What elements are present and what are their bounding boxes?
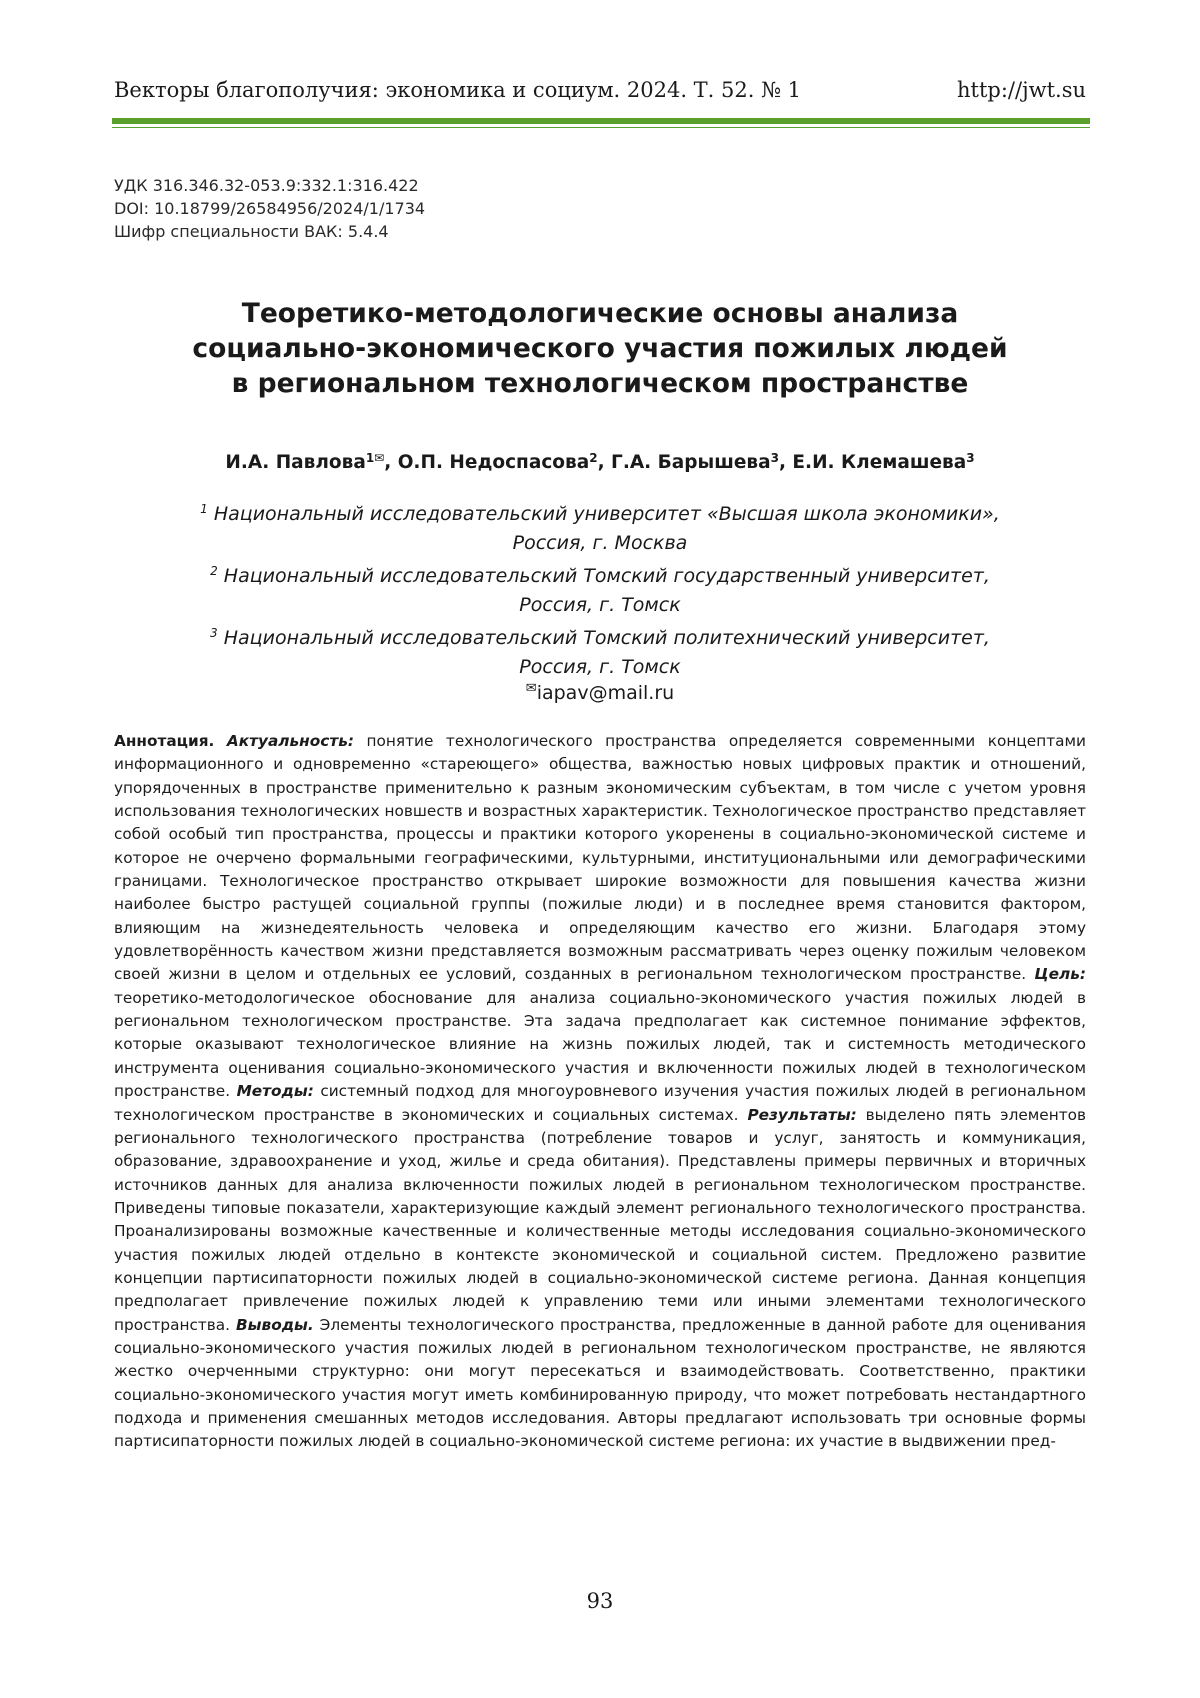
author-affiliation-mark: 2 — [589, 451, 598, 465]
envelope-icon: ✉ — [374, 451, 385, 465]
affiliation-line — [114, 619, 1086, 653]
author-name: Е.И. Клемашева — [792, 452, 967, 473]
affiliation-line — [114, 495, 1086, 529]
results-text: выделено пять элементов регионального технологического пространства (потребление товаров и услуг, занятость и коммуникация, образование, здравоохранение и уход, жилье и среда обитания). Представлены примеры первичных и вторичных источников данных для анализа включенности пожилых людей в региональном технологическом пространстве. Приведены типовые показатели, характеризующие каждый элемент регионального технологического пространства. Проанализированы возможные качественные и количественные методы исследования социально-экономического участия пожилых людей отдельно в контексте экономической и социальной систем. Предложено развитие концепции партисипаторности пожилых людей в социально-экономической системе региона. Данная концепция предполагает привлечение пожилых людей к управлению теми или иными элементами технологического пространства. — [114, 1105, 1086, 1334]
affiliation-location: Россия, г. Томск — [519, 655, 681, 678]
abstract — [114, 730, 1086, 1454]
affiliation-line — [114, 557, 1086, 591]
author-name: Г.А. Барышева — [611, 452, 771, 473]
author-affiliation-mark: 3 — [770, 451, 779, 465]
relevance-label: Актуальность: — [226, 732, 354, 750]
title-line: в региональном технологическом пространстве — [231, 368, 969, 399]
running-header — [114, 76, 1086, 104]
affiliation-name: Национальный исследовательский Томский политехнический университет, — [223, 627, 990, 650]
affiliation-name: Национальный исследовательский Томский государственный университет, — [223, 565, 990, 588]
author-affiliation-mark: 1 — [365, 451, 375, 465]
goal-label: Цель: — [1034, 965, 1086, 984]
udk-code: УДК 316.346.32-053.9:332.1:316.422 — [114, 176, 419, 195]
methods-text: системный подход для многоуровневого изучения участия пожилых людей в региональном технологическом пространстве в экономических и социальных системах. — [114, 1082, 1086, 1124]
author-name: О.П. Недоспасова — [397, 452, 590, 473]
title-line: Теоретико-методологические основы анализа — [241, 298, 959, 329]
abstract-heading: Аннотация. — [114, 732, 215, 750]
journal-citation: Векторы благополучия: экономика и социум. 2024. Т. 52. № 1 — [114, 78, 802, 102]
affiliation-location: Россия, г. Москва — [512, 531, 688, 554]
article-title — [114, 296, 1086, 401]
author-name: И.А. Павлова — [225, 452, 366, 473]
header-rule — [112, 118, 1090, 124]
affiliation-mark: 3 — [210, 626, 218, 641]
conclusions-text: Элементы технологического пространства, предложенные в данной работе для оценивания социально-экономического участия пожилых людей в региональном технологическом пространстве, не являются жестко очерченными структурно: они могут пересекаться и взаимодействовать. Соответственно, практики социально-экономического участия могут иметь комбинированную природу, что может потребовать нестандартного подхода и применения смешанных методов исследования. Авторы предлагают использовать три основные формы партисипаторности пожилых людей в социально-экономической системе региона: их участие в выдвижении пред- — [114, 1315, 1086, 1451]
affiliation-mark: 1 — [200, 502, 208, 516]
vak-code: Шифр специальности ВАК: 5.4.4 — [114, 222, 389, 241]
affiliation-mark: 2 — [210, 564, 218, 579]
affiliation-name: Национальный исследовательский университет «Высшая школа экономики», — [213, 503, 1000, 525]
author-affiliation-mark: 3 — [966, 451, 975, 465]
email-link[interactable]: iapav@mail.ru — [536, 682, 675, 704]
relevance-text: понятие технологического пространства определяется современными концептами информационного и одновременно «стареющего» общества, важностью новых цифровых практик и отношений, упорядоченных в пространстве применительно к разным экономическим субъектам, в том числе с учетом уровня использования технологических новшеств и возрастных характеристик. Технологическое пространство представляет собой особый тип пространства, процессы и практики которого укоренены в социально-экономической системе и которое не очерчено формальными географическими, культурными, институциональными или демографическими границами. Технологическое пространство открывает широкие возможности для повышения качества жизни наиболее быстро растущей социальной группы (пожилые люди) и в последнее время становится фактором, влияющим на жизнедеятельность человека и определяющим качество его жизни. Благодаря этому удовлетворённость качеством жизни представляется возможным рассматривать через оценку пожилым человеком своей жизни в целом и отдельных ее условий, созданных в региональном технологическом пространстве. — [114, 732, 1086, 984]
affiliation-location: Россия, г. Томск — [519, 593, 681, 616]
title-line: социально-экономического участия пожилых людей — [192, 333, 1008, 364]
contact-email — [114, 676, 1086, 706]
page-number: 93 — [586, 1589, 614, 1613]
envelope-icon: ✉ — [525, 681, 537, 696]
conclusions-label: Выводы. — [236, 1315, 314, 1334]
article-metadata — [114, 174, 425, 243]
header-rule-thin — [112, 127, 1090, 128]
doi: DOI: 10.18799/26584956/2024/1/1734 — [114, 199, 426, 218]
affiliation-list — [114, 495, 1086, 682]
goal-text: теоретико-методологическое обоснование для анализа социально-экономического участия пожилых людей в региональном технологическом пространстве. Эта задача предполагает как системное понимание эффектов, которые оказывают технологическое влияние на жизнь пожилых людей, так и системность методического инструмента оценивания социально-экономического участия и включенности пожилых людей в технологическом пространстве. — [114, 988, 1086, 1101]
results-label: Результаты: — [747, 1105, 857, 1124]
author-list: И.А. Павлова$^{1✉}$, О.П. Недоспасова$^2$, Г.А. Барышева$^3$, Е.И. Клемашева$^3$ — [225, 451, 975, 473]
journal-url-link[interactable]: http://jwt.su — [957, 78, 1086, 102]
methods-label: Методы: — [236, 1082, 314, 1101]
